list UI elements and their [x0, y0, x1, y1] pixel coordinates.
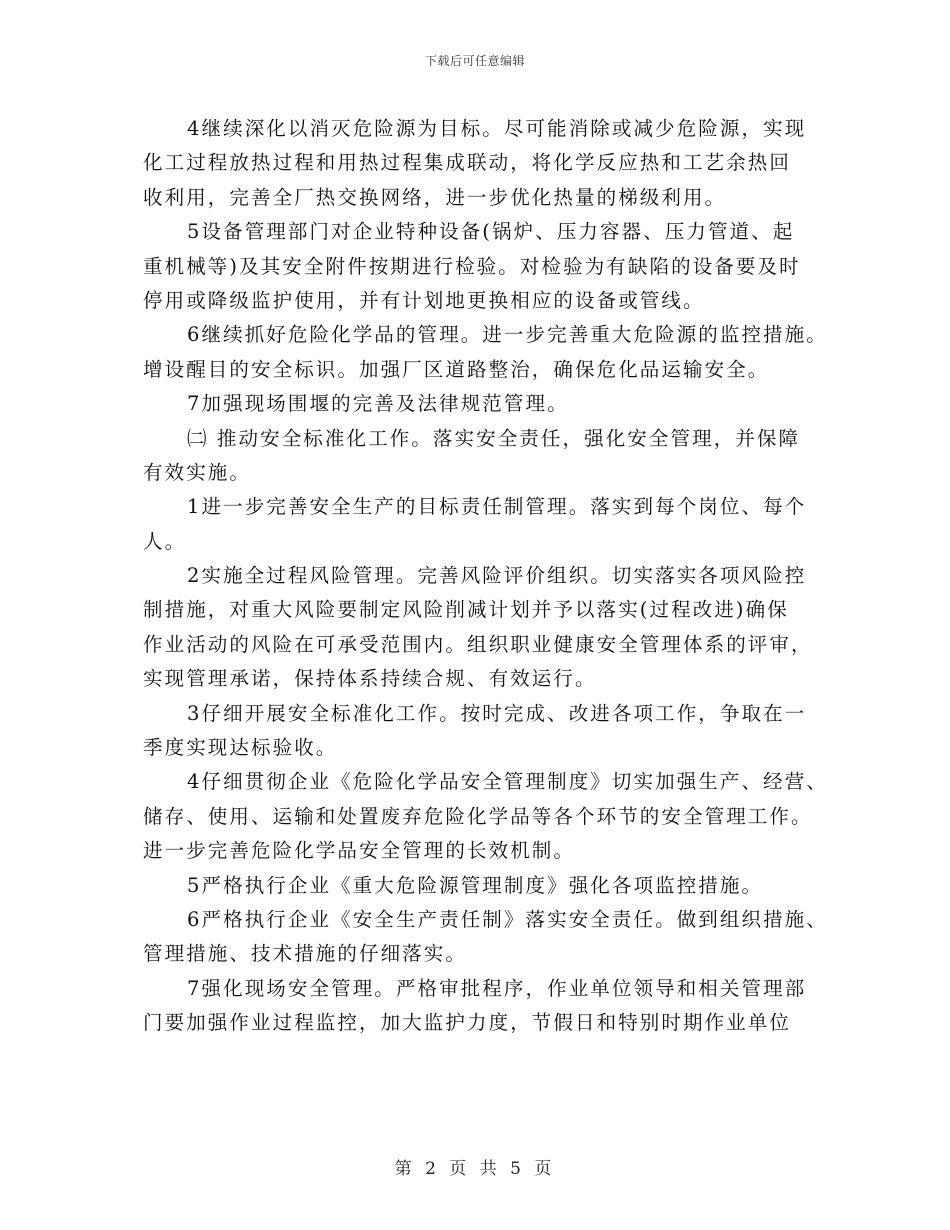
paragraph-line: 停用或降级监护使用，并有计划地更换相应的设备或管线。: [143, 288, 705, 312]
paragraph-first-line: 2实施全过程风险管理。完善风险评价组织。切实落实各项风险控: [187, 564, 807, 588]
paragraph: [143, 559, 825, 697]
document-body: [143, 112, 828, 1041]
paragraph-first-line: 7强化现场安全管理。严格审批程序，作业单位领导和相关管理部: [187, 976, 807, 1000]
paragraph-line: 收利用，完善全厂热交换网络，进一步优化热量的梯级利用。: [143, 185, 727, 209]
paragraph-line: 季度实现达标验收。: [143, 736, 338, 760]
paragraph-first-line: 4仔细贯彻企业《危险化学品安全管理制度》切实加强生产、经营、: [187, 770, 828, 794]
paragraph-line: 进一步完善危险化学品安全管理的长效机制。: [143, 839, 576, 863]
page-header: 下载后可任意编辑: [424, 54, 525, 68]
paragraph-line: 化工过程放热过程和用热过程集成联动，将化学反应热和工艺余热回: [143, 151, 792, 175]
paragraph-line: 有效实施。: [143, 460, 252, 484]
paragraph-line: 增设醒目的安全标识。加强厂区道路整治，确保危化品运输安全。: [143, 357, 770, 381]
paragraph-first-line: 3仔细开展安全标准化工作。按时完成、改进各项工作，争取在一: [187, 701, 807, 725]
paragraph-line: 门要加强作业过程监控，加大监护力度，节假日和特别时期作业单位: [143, 1011, 792, 1035]
paragraph: [143, 972, 825, 1041]
paragraph-line: 人。: [143, 529, 187, 553]
paragraph: [143, 490, 825, 559]
paragraph-line: 管理措施、技术措施的仔细落实。: [143, 942, 468, 966]
paragraph: [143, 318, 828, 387]
paragraph: [143, 869, 825, 903]
paragraph-line: 重机械等)及其安全附件按期进行检验。对检验为有缺陷的设备要及时: [143, 254, 801, 278]
paragraph-line: 实现管理承诺，保持体系持续合规、有效运行。: [143, 667, 597, 691]
paragraph: [143, 387, 825, 421]
paragraph: [143, 903, 828, 972]
paragraph-first-line: 7加强现场围堰的完善及法律规范管理。: [187, 392, 569, 416]
paragraph-first-line: 5严格执行企业《重大危险源管理制度》强化各项监控措施。: [187, 873, 764, 897]
paragraph-line: 作业活动的风险在可承受范围内。组织职业健康安全管理体系的评审，: [143, 632, 813, 656]
paragraph-first-line: 5设备管理部门对企业特种设备(锅炉、压力容器、压力管道、起: [187, 220, 795, 244]
paragraph-first-line: 6严格执行企业《安全生产责任制》落实安全责任。做到组织措施、: [187, 907, 828, 931]
paragraph-first-line: ㈡ 推动安全标准化工作。落实安全责任，强化安全管理，并保障: [187, 426, 801, 450]
paragraph-line: 制措施，对重大风险要制定风险削减计划并予以落实(过程改进)确保: [143, 598, 789, 622]
paragraph: [143, 112, 825, 215]
paragraph: [143, 422, 825, 491]
paragraph-first-line: 4继续深化以消灭危险源为目标。尽可能消除或减少危险源，实现: [187, 117, 807, 140]
paragraph-first-line: 6继续抓好危险化学品的管理。进一步完善重大危险源的监控措施。: [187, 323, 828, 347]
paragraph: [143, 697, 825, 766]
paragraph: [143, 215, 825, 318]
page-number: 第 2 页 共 5 页: [394, 1159, 556, 1179]
paragraph: [143, 765, 828, 868]
paragraph-first-line: 1进一步完善安全生产的目标责任制管理。落实到每个岗位、每个: [187, 495, 807, 519]
paragraph-line: 储存、使用、运输和处置废弃危险化学品等各个环节的安全管理工作。: [143, 804, 813, 828]
